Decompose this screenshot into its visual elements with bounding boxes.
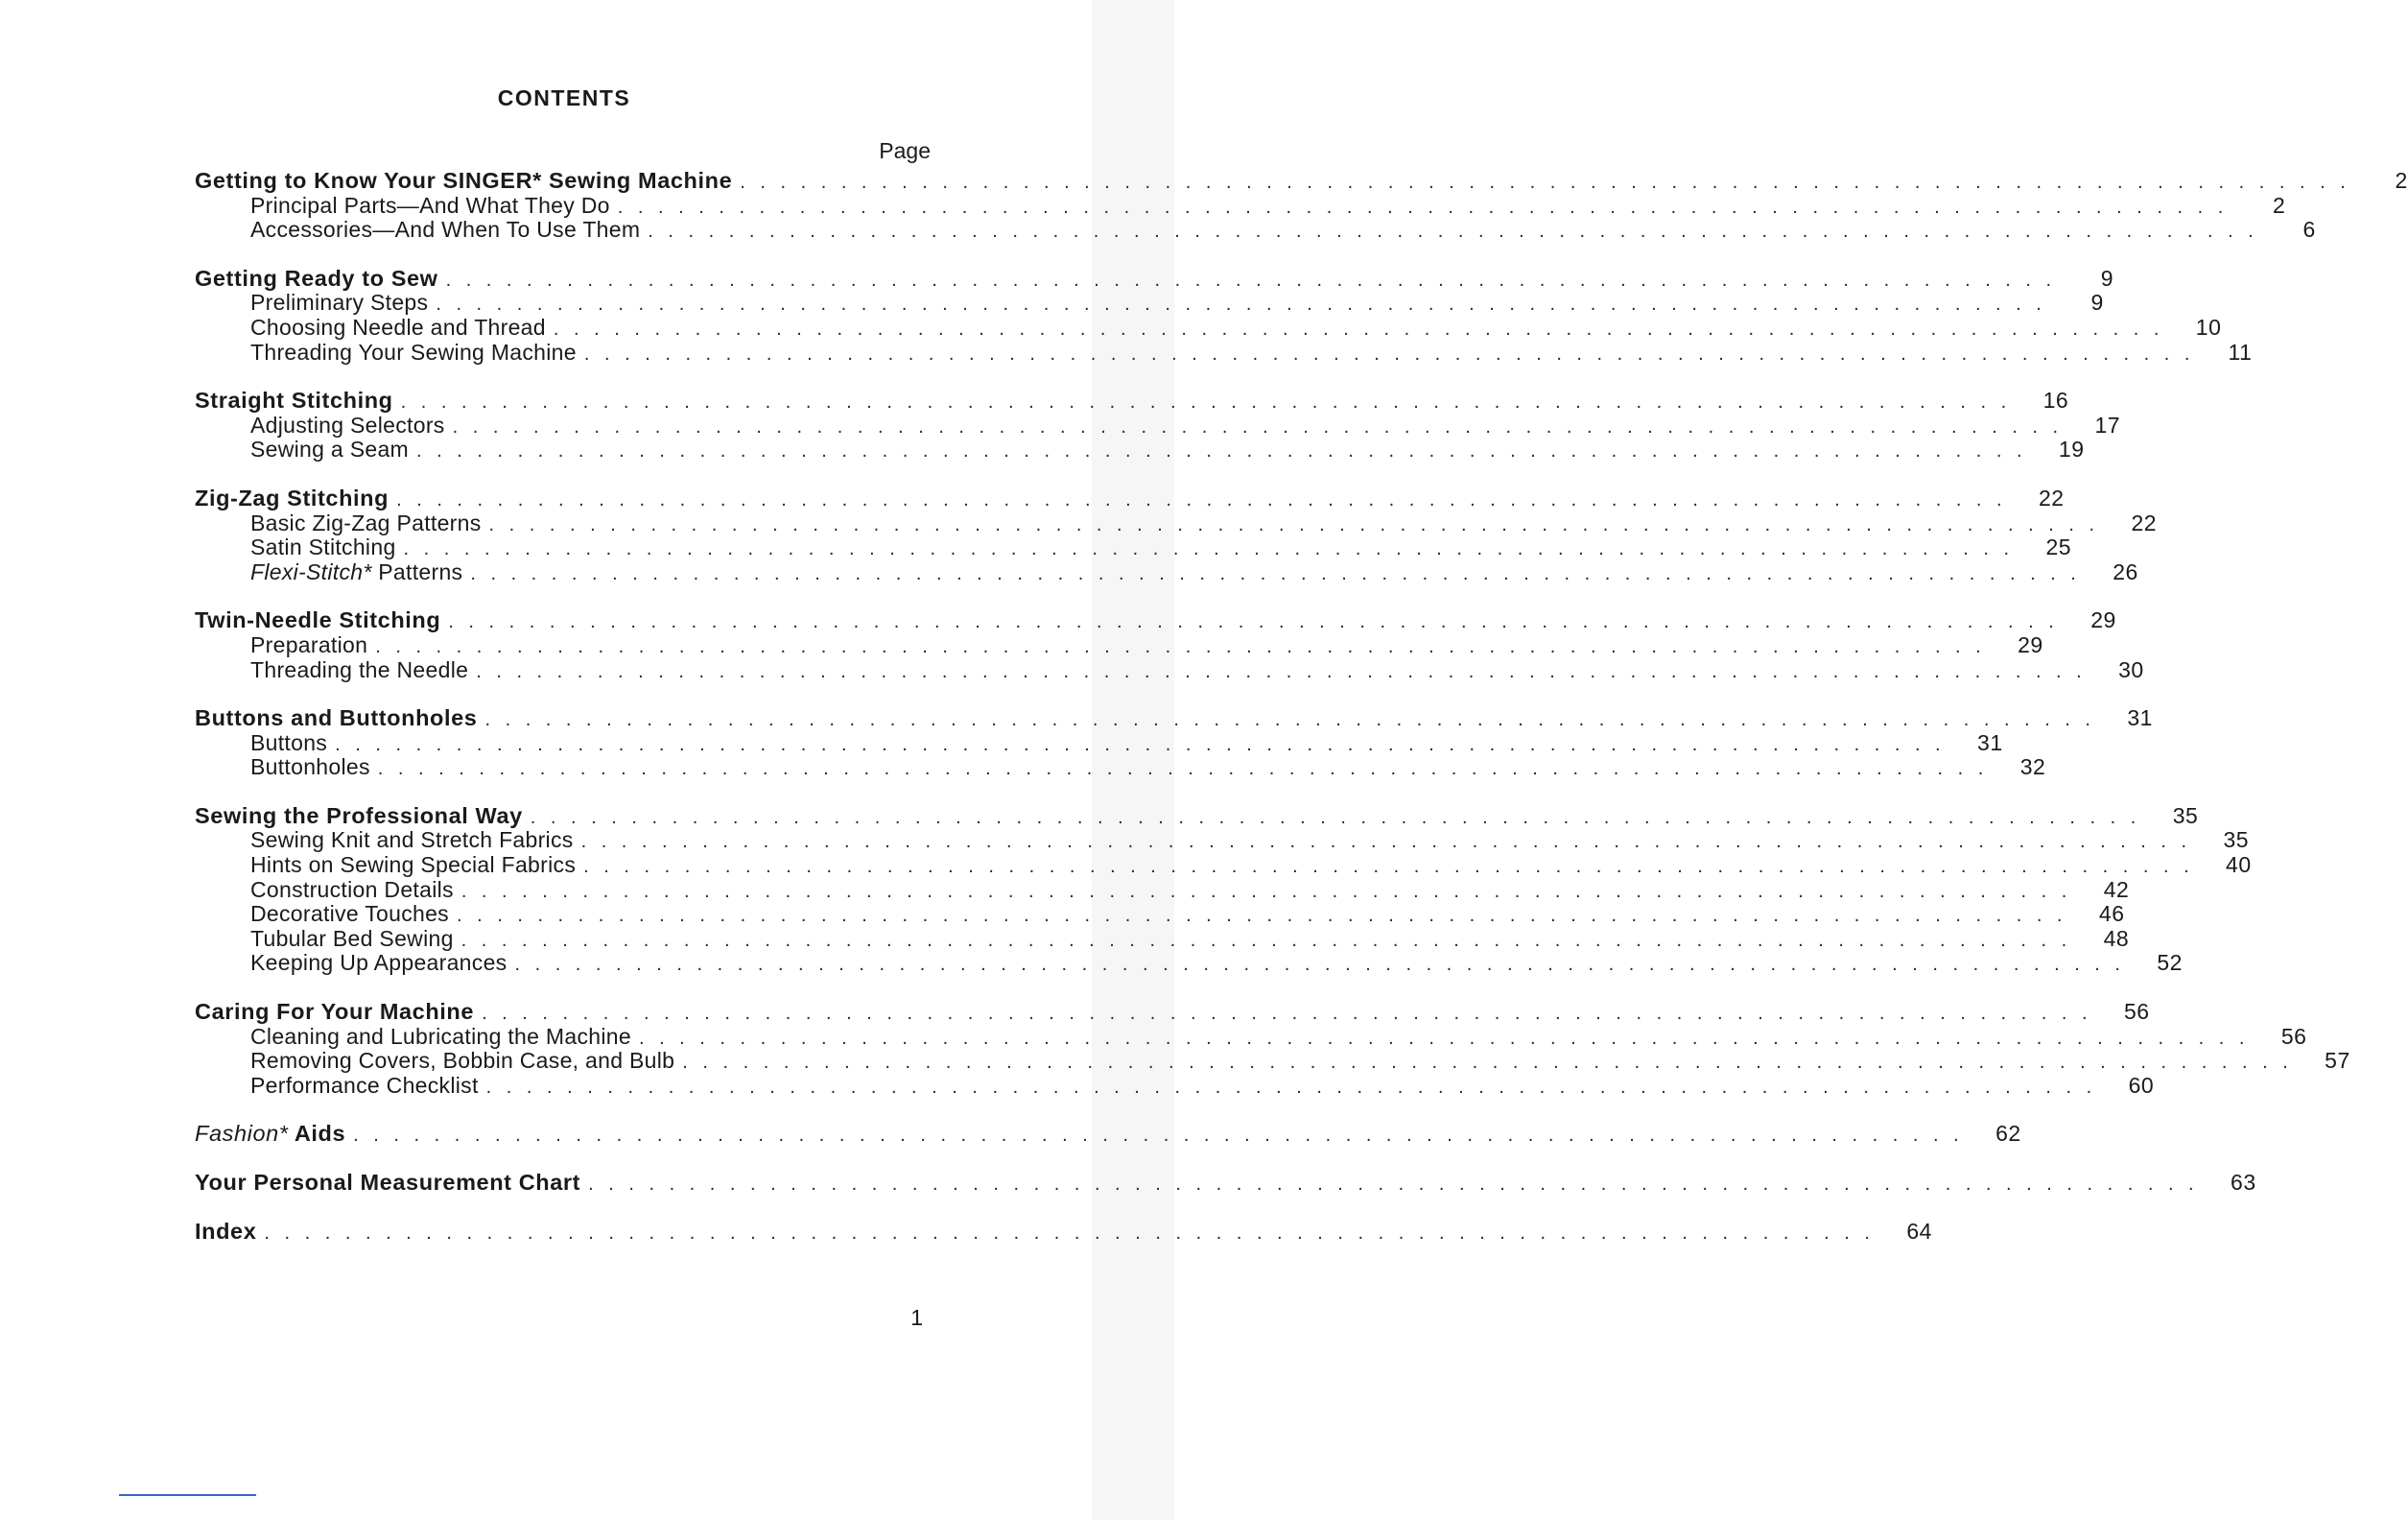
page-ref: 35 — [2172, 802, 2199, 828]
page-ref: 31 — [2127, 705, 2153, 731]
subsection-label: Threading Your Sewing Machine — [250, 339, 577, 365]
page-ref: 56 — [2280, 1023, 2307, 1049]
page-ref: 26 — [2113, 558, 2138, 584]
toc-subsection-entry — [195, 510, 2158, 536]
toc-section — [195, 802, 2252, 976]
dot-leader: . . . . . . . . . . . . . . . . . . . . . . . . . . . . . . . . . . . . . . . . . . . . . . . . . . . . . . . . . . . . . . . . . . . . . . . . . . . . . . . . — [470, 562, 2081, 584]
dot-leader: . . . . . . . . . . . . . . . . . . . . . . . . . . . . . . . . . . . . . . . . . . . . . . . . . . . . . . . . . . . . . . . . . . . . . . . . . . . . . . . . — [377, 758, 1989, 780]
dot-leader: . . . . . . . . . . . . . . . . . . . . . . . . . . . . . . . . . . . . . . . . . . . . . . . . . . . . . . . . . . . . . . . . . . . . . . . . . . . . . . . . — [264, 1222, 1875, 1244]
page-number: 1 — [910, 1305, 923, 1330]
toc-subsection-entry — [195, 631, 2043, 658]
toc-subsection-entry — [195, 314, 2222, 341]
dot-leader: . . . . . . . . . . . . . . . . . . . . . . . . . . . . . . . . . . . . . . . . . . . . . . . . . . . . . . . . . . . . . . . . . . . . . . . . . . . . . . . . — [488, 513, 2100, 535]
dot-leader: . . . . . . . . . . . . . . . . . . . . . . . . . . . . . . . . . . . . . . . . . . . . . . . . . . . . . . . . . . . . . . . . . . . . . . . . . . . . . . . . — [580, 831, 2192, 853]
dot-leader: . . . . . . . . . . . . . . . . . . . . . . . . . . . . . . . . . . . . . . . . . . . . . . . . . . . . . . . . . . . . . . . . . . . . . . . . . . . . . . . . — [445, 269, 2057, 291]
page-ref: 25 — [2045, 534, 2072, 560]
dot-leader: . . . . . . . . . . . . . . . . . . . . . . . . . . . . . . . . . . . . . . . . . . . . . . . . . . . . . . . . . . . . . . . . . . . . . . . . . . . . . . . . — [588, 1174, 2199, 1195]
page-ref: 30 — [2118, 656, 2144, 682]
subsection-label: Performance Checklist — [250, 1072, 479, 1098]
subsection-label: Hints on Sewing Special Fabrics — [250, 852, 577, 878]
toc-subsection-entry — [195, 876, 2130, 903]
page-ref: 2 — [2273, 192, 2286, 218]
section-heading — [195, 1122, 345, 1147]
toc-subsection-entry — [195, 1072, 2155, 1099]
toc-subsection-entry — [195, 558, 2138, 585]
page-ref: 63 — [2231, 1170, 2256, 1195]
toc-section-entry — [195, 607, 2116, 633]
label-rest-part: Patterns — [371, 558, 463, 584]
subsection-label: Decorative Touches — [250, 901, 449, 927]
page-ref: 52 — [2157, 950, 2183, 976]
toc-section-entry — [195, 1170, 2256, 1196]
toc-subsection-entry — [195, 339, 2253, 366]
section-heading: Caring For Your Machine — [195, 999, 475, 1025]
dot-leader: . . . . . . . . . . . . . . . . . . . . . . . . . . . . . . . . . . . . . . . . . . . . . . . . . . . . . . . . . . . . . . . . . . . . . . . . . . . . . . . . — [514, 954, 2125, 976]
dot-leader: . . . . . . . . . . . . . . . . . . . . . . . . . . . . . . . . . . . . . . . . . . . . . . . . . . . . . . . . . . . . . . . . . . . . . . . . . . . . . . . . — [448, 611, 2059, 633]
toc-section — [195, 1121, 2021, 1147]
subsection-label: Accessories—And When To Use Them — [250, 217, 641, 243]
page-ref: 62 — [1995, 1121, 2021, 1147]
page-ref: 29 — [2018, 631, 2043, 657]
toc-subsection-entry — [195, 437, 2085, 463]
page-ref: 57 — [2325, 1048, 2350, 1074]
toc-subsection-entry — [195, 217, 2316, 243]
dot-leader: . . . . . . . . . . . . . . . . . . . . . . . . . . . . . . . . . . . . . . . . . . . . . . . . . . . . . . . . . . . . . . . . . . . . . . . . . . . . . . . . — [335, 733, 1946, 755]
dot-leader: . . . . . . . . . . . . . . . . . . . . . . . . . . . . . . . . . . . . . . . . . . . . . . . . . . . . . . . . . . . . . . . . . . . . . . . . . . . . . . . . — [460, 929, 2072, 951]
subsection-label: Satin Stitching — [250, 534, 396, 560]
toc-section — [195, 265, 2253, 365]
toc-section — [195, 705, 2153, 780]
subsection-label: Sewing Knit and Stretch Fabrics — [250, 827, 574, 853]
toc-section — [195, 1218, 1932, 1245]
toc-section-entry — [195, 388, 2069, 414]
dot-leader: . . . . . . . . . . . . . . . . . . . . . . . . . . . . . . . . . . . . . . . . . . . . . . . . . . . . . . . . . . . . . . . . . . . . . . . . . . . . . . . . — [396, 488, 2007, 511]
bottom-rule — [119, 1494, 256, 1496]
subsection-label: Principal Parts—And What They Do — [250, 192, 610, 218]
dot-leader: . . . . . . . . . . . . . . . . . . . . . . . . . . . . . . . . . . . . . . . . . . . . . . . . . . . . . . . . . . . . . . . . . . . . . . . . . . . . . . . . — [740, 172, 2350, 193]
subsection-label: Keeping Up Appearances — [250, 950, 508, 976]
dot-leader: . . . . . . . . . . . . . . . . . . . . . . . . . . . . . . . . . . . . . . . . . . . . . . . . . . . . . . . . . . . . . . . . . . . . . . . . . . . . . . . . — [638, 1027, 2250, 1049]
toc-subsection-entry — [195, 754, 2046, 780]
dot-leader: . . . . . . . . . . . . . . . . . . . . . . . . . . . . . . . . . . . . . . . . . . . . . . . . . . . . . . . . . . . . . . . . . . . . . . . . . . . . . . . . — [452, 416, 2064, 438]
page-ref: 56 — [2123, 999, 2150, 1025]
subsection-label: Buttonholes — [250, 754, 370, 780]
toc-section — [195, 168, 2408, 243]
page-title: CONTENTS — [497, 85, 631, 110]
section-heading: Zig-Zag Stitching — [195, 485, 390, 511]
subsection-label: Choosing Needle and Thread — [250, 314, 546, 340]
toc-subsection-entry — [195, 1023, 2307, 1050]
dot-leader: . . . . . . . . . . . . . . . . . . . . . . . . . . . . . . . . . . . . . . . . . . . . . . . . . . . . . . . . . . . . . . . . . . . . . . . . . . . . . . . . — [416, 440, 2027, 463]
toc-section-entry — [195, 265, 2114, 292]
toc-subsection-entry — [195, 925, 2130, 952]
toc-subsection-entry — [195, 901, 2125, 927]
page-ref: 10 — [2195, 314, 2222, 340]
page-ref: 9 — [2100, 265, 2114, 291]
section-heading: Twin-Needle Stitching — [195, 607, 441, 633]
page-ref: 6 — [2302, 217, 2316, 243]
dot-leader: . . . . . . . . . . . . . . . . . . . . . . . . . . . . . . . . . . . . . . . . . . . . . . . . . . . . . . . . . . . . . . . . . . . . . . . . . . . . . . . . — [617, 196, 2229, 218]
dot-leader: . . . . . . . . . . . . . . . . . . . . . . . . . . . . . . . . . . . . . . . . . . . . . . . . . . . . . . . . . . . . . . . . . . . . . . . . . . . . . . . . — [530, 806, 2141, 828]
subsection-label: Tubular Bed Sewing — [250, 925, 454, 951]
page-ref: 16 — [2042, 388, 2069, 414]
toc-subsection-entry — [195, 1048, 2350, 1074]
dot-leader: . . . . . . . . . . . . . . . . . . . . . . . . . . . . . . . . . . . . . . . . . . . . . . . . . . . . . . . . . . . . . . . . . . . . . . . . . . . . . . . . — [353, 1125, 1964, 1147]
toc-subsection-entry — [195, 534, 2072, 560]
toc-section — [195, 607, 2144, 682]
page-ref: 22 — [2131, 510, 2158, 535]
dot-leader: . . . . . . . . . . . . . . . . . . . . . . . . . . . . . . . . . . . . . . . . . . . . . . . . . . . . . . . . . . . . . . . . . . . . . . . . . . . . . . . . — [682, 1052, 2293, 1074]
subsection-label: Buttons — [250, 729, 328, 755]
toc-subsection-entry — [195, 950, 2183, 976]
page-ref: 31 — [1977, 729, 2003, 755]
page-ref: 46 — [2098, 901, 2125, 927]
italic-label-part: Flexi-Stitch* — [250, 558, 372, 584]
toc-section — [195, 485, 2158, 584]
toc-subsection-entry — [195, 290, 2104, 316]
subsection-label: Threading the Needle — [250, 656, 469, 682]
toc-subsection-entry — [195, 827, 2250, 853]
toc-section — [195, 1170, 2256, 1196]
page-ref: 48 — [2103, 925, 2130, 951]
section-heading: Buttons and Buttonholes — [195, 705, 478, 731]
toc-subsection-entry — [195, 729, 2003, 756]
subsection-label — [250, 560, 462, 585]
section-heading: Your Personal Measurement Chart — [195, 1170, 581, 1195]
page-ref: 64 — [1906, 1218, 1932, 1244]
subsection-label: Sewing a Seam — [250, 437, 409, 463]
section-heading: Index — [195, 1218, 257, 1244]
dot-leader: . . . . . . . . . . . . . . . . . . . . . . . . . . . . . . . . . . . . . . . . . . . . . . . . . . . . . . . . . . . . . . . . . . . . . . . . . . . . . . . . — [484, 709, 2095, 731]
subsection-label: Adjusting Selectors — [250, 412, 445, 438]
subsection-label: Removing Covers, Bobbin Case, and Bulb — [250, 1048, 675, 1074]
dot-leader: . . . . . . . . . . . . . . . . . . . . . . . . . . . . . . . . . . . . . . . . . . . . . . . . . . . . . . . . . . . . . . . . . . . . . . . . . . . . . . . . — [403, 538, 2015, 560]
dot-leader: . . . . . . . . . . . . . . . . . . . . . . . . . . . . . . . . . . . . . . . . . . . . . . . . . . . . . . . . . . . . . . . . . . . . . . . . . . . . . . . . — [460, 880, 2072, 902]
toc-section-entry — [195, 705, 2153, 731]
toc-section-entry — [195, 1218, 1932, 1245]
italic-label-part: Fashion* — [195, 1121, 289, 1147]
subsection-label: Basic Zig-Zag Patterns — [250, 510, 482, 535]
dot-leader: . . . . . . . . . . . . . . . . . . . . . . . . . . . . . . . . . . . . . . . . . . . . . . . . . . . . . . . . . . . . . . . . . . . . . . . . . . . . . . . . — [482, 1003, 2092, 1025]
subsection-label: Cleaning and Lubricating the Machine — [250, 1023, 631, 1049]
section-heading: Getting to Know Your SINGER* Sewing Machine — [195, 168, 733, 193]
toc-section — [195, 999, 2350, 1098]
dot-leader: . . . . . . . . . . . . . . . . . . . . . . . . . . . . . . . . . . . . . . . . . . . . . . . . . . . . . . . . . . . . . . . . . . . . . . . . . . . . . . . . — [583, 343, 2195, 365]
page-ref: 29 — [2090, 607, 2116, 633]
dot-leader: . . . . . . . . . . . . . . . . . . . . . . . . . . . . . . . . . . . . . . . . . . . . . . . . . . . . . . . . . . . . . . . . . . . . . . . . . . . . . . . . — [456, 905, 2067, 927]
toc-section — [195, 388, 2121, 463]
page-ref: 2 — [2395, 168, 2408, 193]
page-ref: 32 — [2019, 754, 2046, 780]
page-ref: 11 — [2228, 339, 2253, 365]
page-ref: 19 — [2058, 437, 2085, 463]
subsection-label: Preliminary Steps — [250, 290, 429, 316]
dot-leader: . . . . . . . . . . . . . . . . . . . . . . . . . . . . . . . . . . . . . . . . . . . . . . . . . . . . . . . . . . . . . . . . . . . . . . . . . . . . . . . . — [648, 221, 2258, 243]
section-heading: Getting Ready to Sew — [195, 265, 438, 291]
page-ref: 40 — [2226, 852, 2252, 878]
subsection-label: Preparation — [250, 631, 368, 657]
dot-leader: . . . . . . . . . . . . . . . . . . . . . . . . . . . . . . . . . . . . . . . . . . . . . . . . . . . . . . . . . . . . . . . . . . . . . . . . . . . . . . . . — [476, 660, 2087, 682]
page-ref: 17 — [2094, 412, 2121, 438]
toc-subsection-entry — [195, 852, 2252, 878]
page-column-header: Page — [879, 138, 931, 163]
toc-subsection-entry — [195, 192, 2286, 219]
dot-leader: . . . . . . . . . . . . . . . . . . . . . . . . . . . . . . . . . . . . . . . . . . . . . . . . . . . . . . . . . . . . . . . . . . . . . . . . . . . . . . . . — [436, 294, 2046, 316]
toc-subsection-entry — [195, 656, 2144, 683]
toc-section-entry — [195, 999, 2150, 1025]
table-of-contents — [195, 168, 2408, 1268]
toc-section-entry — [195, 802, 2199, 829]
dot-leader: . . . . . . . . . . . . . . . . . . . . . . . . . . . . . . . . . . . . . . . . . . . . . . . . . . . . . . . . . . . . . . . . . . . . . . . . . . . . . . . . — [485, 1076, 2097, 1098]
page-ref: 35 — [2223, 827, 2250, 853]
page-ref: 9 — [2090, 290, 2104, 316]
page-ref: 42 — [2103, 876, 2130, 902]
dot-leader: . . . . . . . . . . . . . . . . . . . . . . . . . . . . . . . . . . . . . . . . . . . . . . . . . . . . . . . . . . . . . . . . . . . . . . . . . . . . . . . . — [400, 392, 2012, 414]
dot-leader: . . . . . . . . . . . . . . . . . . . . . . . . . . . . . . . . . . . . . . . . . . . . . . . . . . . . . . . . . . . . . . . . . . . . . . . . . . . . . . . . — [375, 635, 1986, 657]
section-heading: Straight Stitching — [195, 388, 393, 414]
section-heading: Sewing the Professional Way — [195, 802, 523, 828]
page-ref: 60 — [2128, 1072, 2155, 1098]
page-ref: 22 — [2039, 485, 2065, 511]
toc-subsection-entry — [195, 412, 2121, 439]
toc-section-entry — [195, 485, 2065, 511]
subsection-label: Construction Details — [250, 876, 454, 902]
dot-leader: . . . . . . . . . . . . . . . . . . . . . . . . . . . . . . . . . . . . . . . . . . . . . . . . . . . . . . . . . . . . . . . . . . . . . . . . . . . . . . . . — [583, 856, 2194, 878]
label-rest-part: Aids — [288, 1121, 346, 1147]
toc-section-entry — [195, 168, 2408, 194]
dot-leader: . . . . . . . . . . . . . . . . . . . . . . . . . . . . . . . . . . . . . . . . . . . . . . . . . . . . . . . . . . . . . . . . . . . . . . . . . . . . . . . . — [553, 318, 2164, 340]
toc-section-entry — [195, 1121, 2021, 1147]
